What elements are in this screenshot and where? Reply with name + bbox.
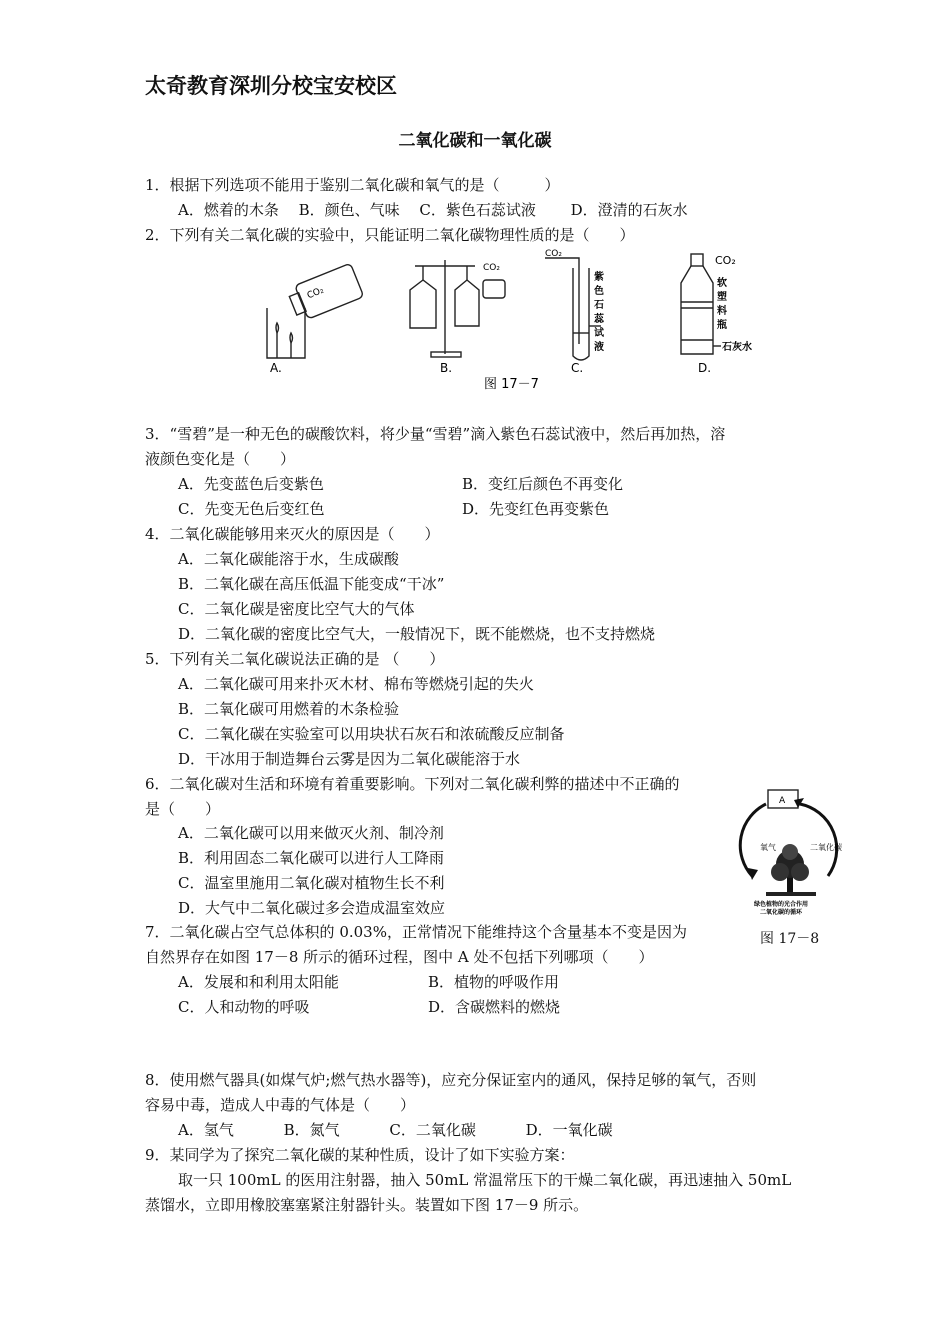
figure-17-7 <box>255 248 775 396</box>
cycle-bottom-label-1: 绿色植物的光合作用 <box>754 901 809 908</box>
q4-option-d: D．二氧化碳的密度比空气大，一般情况下，既不能燃烧，也不支持燃烧 <box>178 625 656 643</box>
q5-option-c: C．二氧化碳在实验室可以用块状石灰石和浓硫酸反应制备 <box>178 725 565 743</box>
q8-options: A．氢气 B．氮气 C．二氧化碳 D．一氧化碳 <box>178 1121 613 1139</box>
q9-paragraph-line1: 取一只 100mL 的医用注射器，抽入 50mL 常温常压下的干燥二氧化碳，再迅速抽入 50mL <box>163 1171 792 1189</box>
apparatus-d-bottle-icon <box>681 254 721 354</box>
q7-option-d: D．含碳燃料的燃烧 <box>428 998 561 1016</box>
co2-label-a: CO₂ <box>305 285 326 302</box>
q1-options: A．燃着的木条 B．颜色、气味 C．紫色石蕊试液 D．澄清的石灰水 <box>178 201 688 219</box>
figure-label-a: A. <box>270 361 282 375</box>
bottle-char: 塑 <box>717 292 727 303</box>
figure-label-d: D. <box>698 361 712 375</box>
q6-option-d: D．大气中二氧化碳过多会造成温室效应 <box>178 899 446 917</box>
limewater-label: 石灰水 <box>722 342 752 353</box>
q3-option-c: C．先变无色后变红色 <box>178 500 325 518</box>
bottle-char: 料 <box>717 306 727 317</box>
q1-stem: 1．根据下列选项不能用于鉴别二氧化碳和氧气的是（ ） <box>145 176 560 194</box>
co2-label-d: CO₂ <box>715 254 736 267</box>
q5-option-d: D．干冰用于制造舞台云雾是因为二氧化碳能溶于水 <box>178 750 521 768</box>
apparatus-c-test-tube-icon <box>545 258 601 360</box>
q7-option-b: B．植物的呼吸作用 <box>428 973 560 991</box>
cycle-right-label: 二氧化碳 <box>810 843 842 852</box>
bottle-char: 瓶 <box>717 320 727 331</box>
q6-option-b: B．利用固态二氧化碳可以进行人工降雨 <box>178 849 445 867</box>
q8-stem-line2: 容易中毒，造成人中毒的气体是（ ） <box>145 1096 416 1114</box>
q9-paragraph-line2: 蒸馏水，立即用橡胶塞塞紧注射器针头。装置如下图 17－9 所示。 <box>145 1196 589 1214</box>
figure-17-7-caption: 图 17－7 <box>484 377 539 392</box>
q7-stem-line1: 7．二氧化碳占空气总体积的 0.03%，正常情况下能维持这个含量基本不变是因为 <box>145 923 687 941</box>
q6-stem-line1: 6．二氧化碳对生活和环境有着重要影响。下列对二氧化碳利弊的描述中不正确的 <box>145 775 680 793</box>
q4-option-b: B．二氧化碳在高压低温下能变成“干冰” <box>178 575 445 593</box>
litmus-char: 色 <box>594 286 604 297</box>
apparatus-a-pouring-icon <box>267 263 364 358</box>
bottle-char: 软 <box>717 278 727 289</box>
figure-label-b: B. <box>440 361 453 375</box>
litmus-char: 石 <box>594 300 604 311</box>
co2-label-c: CO₂ <box>545 249 562 259</box>
litmus-char: 液 <box>594 342 604 353</box>
q7-option-a: A．发展和和利用太阳能 <box>178 973 339 991</box>
cycle-bottom-label-2: 二氧化碳的循环 <box>760 909 803 916</box>
q3-option-a: A．先变蓝色后变紫色 <box>178 475 324 493</box>
litmus-char: 紫 <box>594 272 604 283</box>
q9-stem: 9．某同学为了探究二氧化碳的某种性质，设计了如下实验方案： <box>145 1146 575 1164</box>
cycle-left-label: 氧气 <box>760 843 776 852</box>
q3-option-b: B．变红后颜色不再变化 <box>462 475 624 493</box>
apparatus-b-balance-icon <box>410 260 505 357</box>
school-header: 太奇教育深圳分校宝安校区 <box>145 74 397 98</box>
q4-option-c: C．二氧化碳是密度比空气大的气体 <box>178 600 415 618</box>
figure-17-8-carbon-cycle <box>738 786 850 916</box>
q5-option-a: A．二氧化碳可用来扑灭木材、棉布等燃烧引起的失火 <box>178 675 534 693</box>
co2-label-b: CO₂ <box>483 263 500 273</box>
q5-option-b: B．二氧化碳可用燃着的木条检验 <box>178 700 400 718</box>
q5-stem: 5．下列有关二氧化碳说法正确的是 （ ） <box>145 650 445 668</box>
q4-stem: 4．二氧化碳能够用来灭火的原因是（ ） <box>145 525 440 543</box>
q6-option-c: C．温室里施用二氧化碳对植物生长不利 <box>178 874 445 892</box>
q7-option-c: C．人和动物的呼吸 <box>178 998 310 1016</box>
figure-17-8-caption: 图 17－8 <box>760 931 820 947</box>
q6-stem-line2: 是（ ） <box>145 800 221 818</box>
litmus-char: 试 <box>594 328 604 339</box>
q7-stem-line2: 自然界存在如图 17－8 所示的循环过程，图中 A 处不包括下列哪项（ ） <box>145 948 654 966</box>
q8-stem-line1: 8．使用燃气器具(如煤气炉;燃气热水器等)，应充分保证室内的通风，保持足够的氧气，否则 <box>145 1071 757 1089</box>
cycle-box-label: A <box>779 796 786 806</box>
q6-option-a: A．二氧化碳可以用来做灭火剂、制冷剂 <box>178 824 444 842</box>
q3-stem-line2: 液颜色变化是（ ） <box>145 450 296 468</box>
q2-stem: 2．下列有关二氧化碳的实验中，只能证明二氧化碳物理性质的是（ ） <box>145 226 635 244</box>
q3-option-d: D．先变红色再变紫色 <box>462 500 610 518</box>
litmus-char: 蕊 <box>594 314 604 325</box>
figure-label-c: C. <box>571 361 584 375</box>
q4-option-a: A．二氧化碳能溶于水，生成碳酸 <box>178 550 399 568</box>
document-title: 二氧化碳和一氧化碳 <box>398 131 552 151</box>
q3-stem-line1: 3．“雪碧”是一种无色的碳酸饮料，将少量“雪碧”滴入紫色石蕊试液中，然后再加热，溶 <box>145 425 726 443</box>
